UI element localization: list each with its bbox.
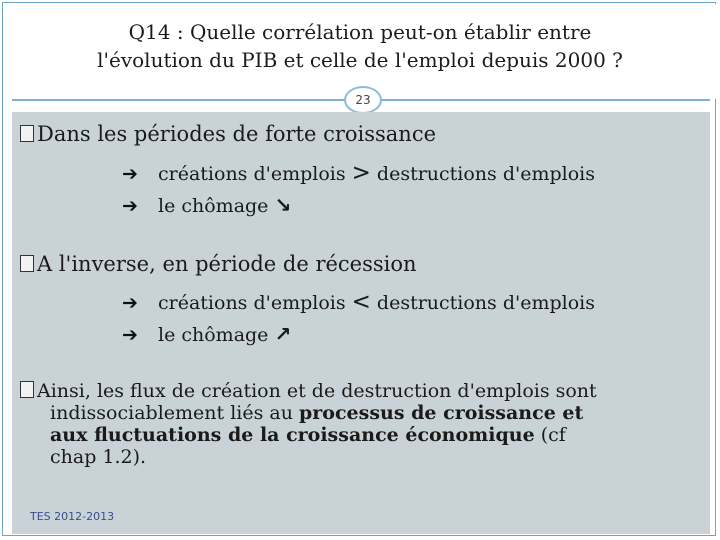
footer-line-1: TES 2012-2013 (30, 510, 115, 523)
comparison-sign: > (351, 160, 371, 186)
bullet-text: Dans les périodes de forte croissance (37, 122, 437, 146)
sub-left-text: le chômage (158, 324, 269, 346)
paragraph-continuation (20, 402, 680, 468)
arrow-right-icon: ➔ (122, 324, 138, 346)
conclusion-paragraph (20, 380, 680, 468)
bullet-item-1 (20, 120, 436, 148)
bullet-text: A l'inverse, en période de récession (37, 252, 417, 276)
sub-right-text: destructions d'emplois (376, 292, 595, 314)
paragraph-bold2: aux fluctuations de la croissance économique (50, 424, 535, 446)
title-line-2: l'évolution du PIB et celle de l'emploi depuis 2000 ? (97, 48, 623, 72)
slide-number-badge: 23 (344, 86, 382, 114)
arrow-right-icon: ➔ (122, 163, 138, 185)
bullet-item-2 (20, 250, 417, 278)
paragraph-cont1: indissociablement liés au (50, 402, 299, 424)
paragraph-bold1: processus de croissance et (299, 402, 584, 424)
sub-item-2-1 (122, 289, 595, 316)
sub-left-text: créations d'emplois (158, 292, 346, 314)
arrow-up-right-icon: ↗ (274, 322, 292, 346)
title-line-1: Q14 : Quelle corrélation peut-on établir entre (128, 20, 592, 44)
title-area (4, 4, 716, 99)
comparison-sign: < (351, 289, 371, 315)
arrow-right-icon: ➔ (122, 292, 138, 314)
sub-item-1-2 (122, 192, 291, 219)
sub-left-text: créations d'emplois (158, 163, 346, 185)
arrow-right-icon: ➔ (122, 195, 138, 217)
square-bullet-icon (20, 381, 34, 398)
paragraph-cont3: chap 1.2). (50, 446, 147, 468)
sub-item-1-1 (122, 160, 595, 187)
slide-title (4, 18, 716, 74)
slide-footer (30, 510, 114, 523)
sub-item-2-2 (122, 321, 291, 348)
square-bullet-icon (20, 125, 34, 142)
paragraph-cont2: (cf (534, 424, 566, 446)
paragraph-intro: Ainsi, les flux de création et de destruction d'emplois sont (37, 380, 597, 402)
square-bullet-icon (20, 255, 34, 272)
arrow-down-right-icon: ↘ (274, 193, 292, 217)
sub-left-text: le chômage (158, 195, 269, 217)
sub-right-text: destructions d'emplois (376, 163, 595, 185)
